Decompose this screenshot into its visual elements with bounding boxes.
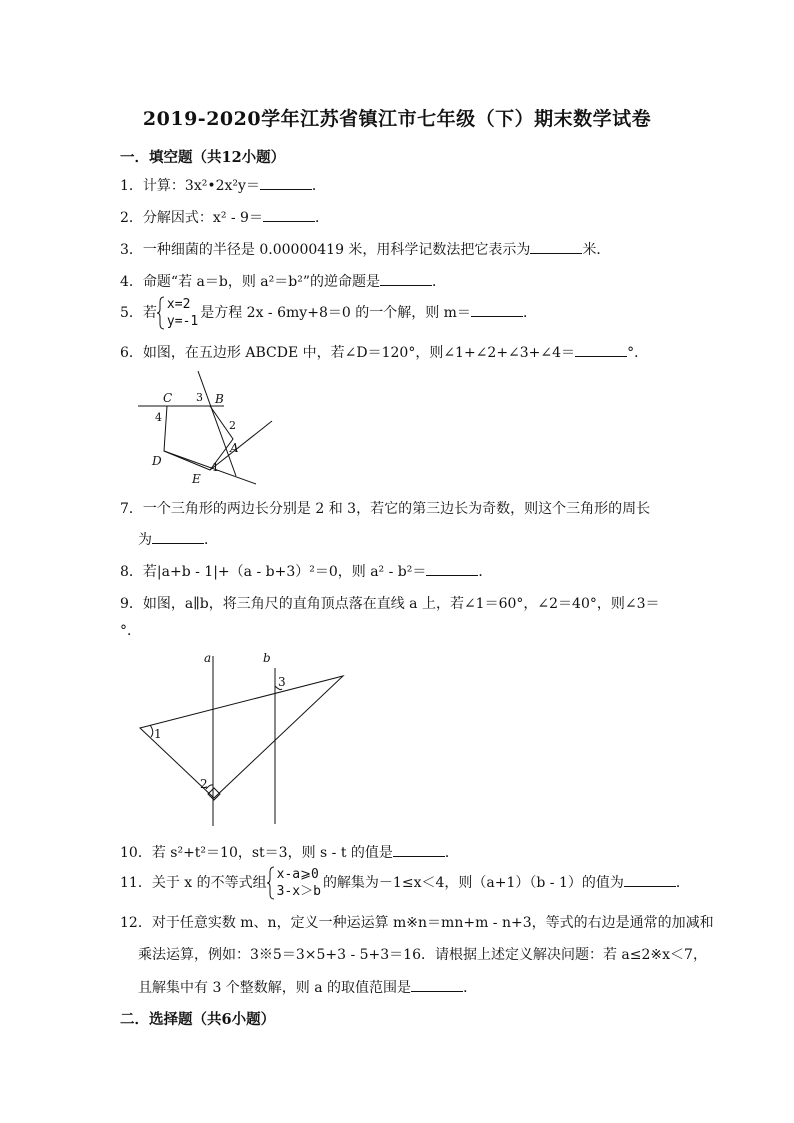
answer-blank[interactable] bbox=[393, 842, 445, 857]
angle-label-3: 3 bbox=[196, 391, 203, 404]
question-end: ． bbox=[444, 845, 459, 861]
question-end: ． bbox=[463, 980, 478, 996]
question-11 bbox=[120, 866, 690, 900]
label-d: D bbox=[152, 454, 162, 468]
question-1 bbox=[120, 175, 326, 196]
extension-line-ae bbox=[210, 421, 272, 470]
question-12 bbox=[120, 913, 714, 933]
question-end: ． bbox=[431, 274, 446, 290]
question-10 bbox=[120, 842, 459, 863]
question-text: 计算：3x²•2x²y＝ bbox=[142, 178, 260, 194]
question-text: 是方程 2x - 6my+8＝0 的一个解，则 m＝ bbox=[200, 305, 471, 321]
system-line-1: x-a⩾0 bbox=[276, 867, 319, 882]
question-text: 若|a+b - 1|+（a - b+3）²＝0，则 a² - b²＝ bbox=[142, 564, 427, 580]
answer-blank[interactable] bbox=[411, 977, 463, 992]
label-a: A bbox=[230, 441, 239, 455]
answer-blank[interactable] bbox=[152, 529, 204, 544]
inequality-system bbox=[267, 866, 321, 900]
question-number: 12． bbox=[120, 915, 152, 931]
question-12-line-2 bbox=[138, 945, 707, 965]
question-number: 9． bbox=[120, 596, 143, 612]
question-number: 7． bbox=[120, 501, 143, 517]
question-number: 5． bbox=[120, 305, 143, 321]
label-b: B bbox=[215, 392, 224, 406]
question-number: 6． bbox=[120, 345, 143, 361]
question-number: 3． bbox=[120, 242, 143, 258]
question-text: 对于任意实数 m、n，定义一种运运算 m※n＝mn+m - n+3，等式的右边是通常的加减和 bbox=[151, 915, 714, 931]
angle-label-1: 1 bbox=[154, 727, 162, 741]
question-number: 8． bbox=[120, 564, 143, 580]
question-text: 如图，在五边形 ABCDE 中，若∠D＝120°，则∠1+∠2+∠3+∠4＝ bbox=[142, 345, 576, 361]
angle-label-2: 2 bbox=[229, 419, 236, 432]
page-title: 2019-2020学年江苏省镇江市七年级（下）期末数学试卷 bbox=[142, 108, 652, 130]
angle-label-4: 4 bbox=[155, 411, 162, 424]
answer-blank[interactable] bbox=[530, 239, 582, 254]
question-end: °． bbox=[120, 623, 141, 639]
section-heading-fill-blank: 一．填空题（共12小题） bbox=[120, 149, 286, 166]
question-text: 一个三角形的两边长分别是 2 和 3，若它的第三边长为奇数，则这个三角形的周长 bbox=[142, 501, 651, 517]
question-5 bbox=[120, 296, 537, 330]
question-text: 的解集为－1≤x＜4，则（a+1）（b - 1）的值为 bbox=[322, 875, 624, 891]
question-12-line-3 bbox=[138, 977, 477, 998]
question-end: ． bbox=[204, 532, 218, 548]
brace-icon bbox=[267, 866, 275, 900]
question-text: 若 s²+t²＝10，st＝3，则 s - t 的值是 bbox=[151, 845, 393, 861]
triangle-ruler bbox=[140, 676, 343, 798]
angle-label-3: 3 bbox=[278, 675, 286, 689]
label-line-a: a bbox=[204, 651, 212, 665]
question-text: 且解集中有 3 个整数解，则 a 的取值范围是 bbox=[138, 980, 412, 996]
section-heading-multiple-choice: 二．选择题（共6小题） bbox=[120, 1011, 276, 1028]
answer-blank[interactable] bbox=[263, 207, 315, 222]
question-6 bbox=[120, 342, 648, 363]
question-number: 10． bbox=[120, 845, 152, 861]
question-7 bbox=[120, 499, 650, 519]
question-8 bbox=[120, 561, 492, 582]
question-prefix: 关于 x 的不等式组 bbox=[151, 875, 267, 891]
question-end: ． bbox=[675, 875, 690, 891]
question-end: ． bbox=[311, 178, 326, 194]
question-number: 1． bbox=[120, 178, 143, 194]
brace-icon bbox=[157, 296, 165, 330]
question-end: 米． bbox=[582, 242, 611, 258]
question-end: ． bbox=[478, 564, 493, 580]
answer-blank[interactable] bbox=[426, 561, 478, 576]
question-2 bbox=[120, 207, 329, 228]
question-number: 4． bbox=[120, 274, 143, 290]
system-line-2: y=-1 bbox=[166, 314, 199, 329]
answer-blank[interactable] bbox=[471, 302, 523, 317]
answer-blank[interactable] bbox=[624, 872, 676, 887]
label-c: C bbox=[163, 391, 173, 405]
question-number: 11． bbox=[120, 875, 152, 891]
question-3 bbox=[120, 239, 610, 260]
question-9 bbox=[120, 594, 660, 614]
question-end: °． bbox=[627, 345, 649, 361]
extension-line-de bbox=[164, 451, 256, 484]
question-text: 命题“若 a＝b，则 a²＝b²”的逆命题是 bbox=[142, 274, 380, 290]
question-number: 2． bbox=[120, 210, 143, 226]
answer-blank[interactable] bbox=[575, 342, 627, 357]
parallel-lines-figure bbox=[130, 646, 360, 832]
question-text: 如图，a∥b，将三角尺的直角顶点落在直线 a 上，若∠1＝60°，∠2＝40°，则∠3＝ bbox=[142, 596, 660, 612]
question-9-continued bbox=[120, 621, 141, 641]
question-4 bbox=[120, 271, 446, 292]
pentagon-figure bbox=[130, 366, 280, 488]
label-e: E bbox=[192, 472, 201, 486]
question-text: 一种细菌的半径是 0.00000419 米，用科学记数法把它表示为 bbox=[142, 242, 531, 258]
answer-blank[interactable] bbox=[260, 175, 312, 190]
answer-blank[interactable] bbox=[380, 271, 432, 286]
system-line-2: 3-x＞b bbox=[276, 884, 321, 899]
label-line-b: b bbox=[263, 651, 271, 665]
angle-label-1: 1 bbox=[212, 461, 219, 474]
question-text: 乘法运算，例如：3※5＝3×5+3 - 5+3＝16．请根据上述定义解决问题：若 a≤2※x＜7， bbox=[138, 947, 707, 963]
angle-1-arc bbox=[150, 725, 153, 737]
question-end: ． bbox=[314, 210, 329, 226]
question-text: 为 bbox=[138, 532, 152, 548]
question-text: 分解因式：x² - 9＝ bbox=[142, 210, 263, 226]
equation-system bbox=[157, 296, 198, 330]
question-end: ． bbox=[522, 305, 537, 321]
angle-label-2: 2 bbox=[200, 777, 208, 791]
system-line-1: x=2 bbox=[166, 297, 191, 312]
question-7-continued bbox=[138, 529, 218, 550]
question-prefix: 若 bbox=[142, 305, 157, 321]
